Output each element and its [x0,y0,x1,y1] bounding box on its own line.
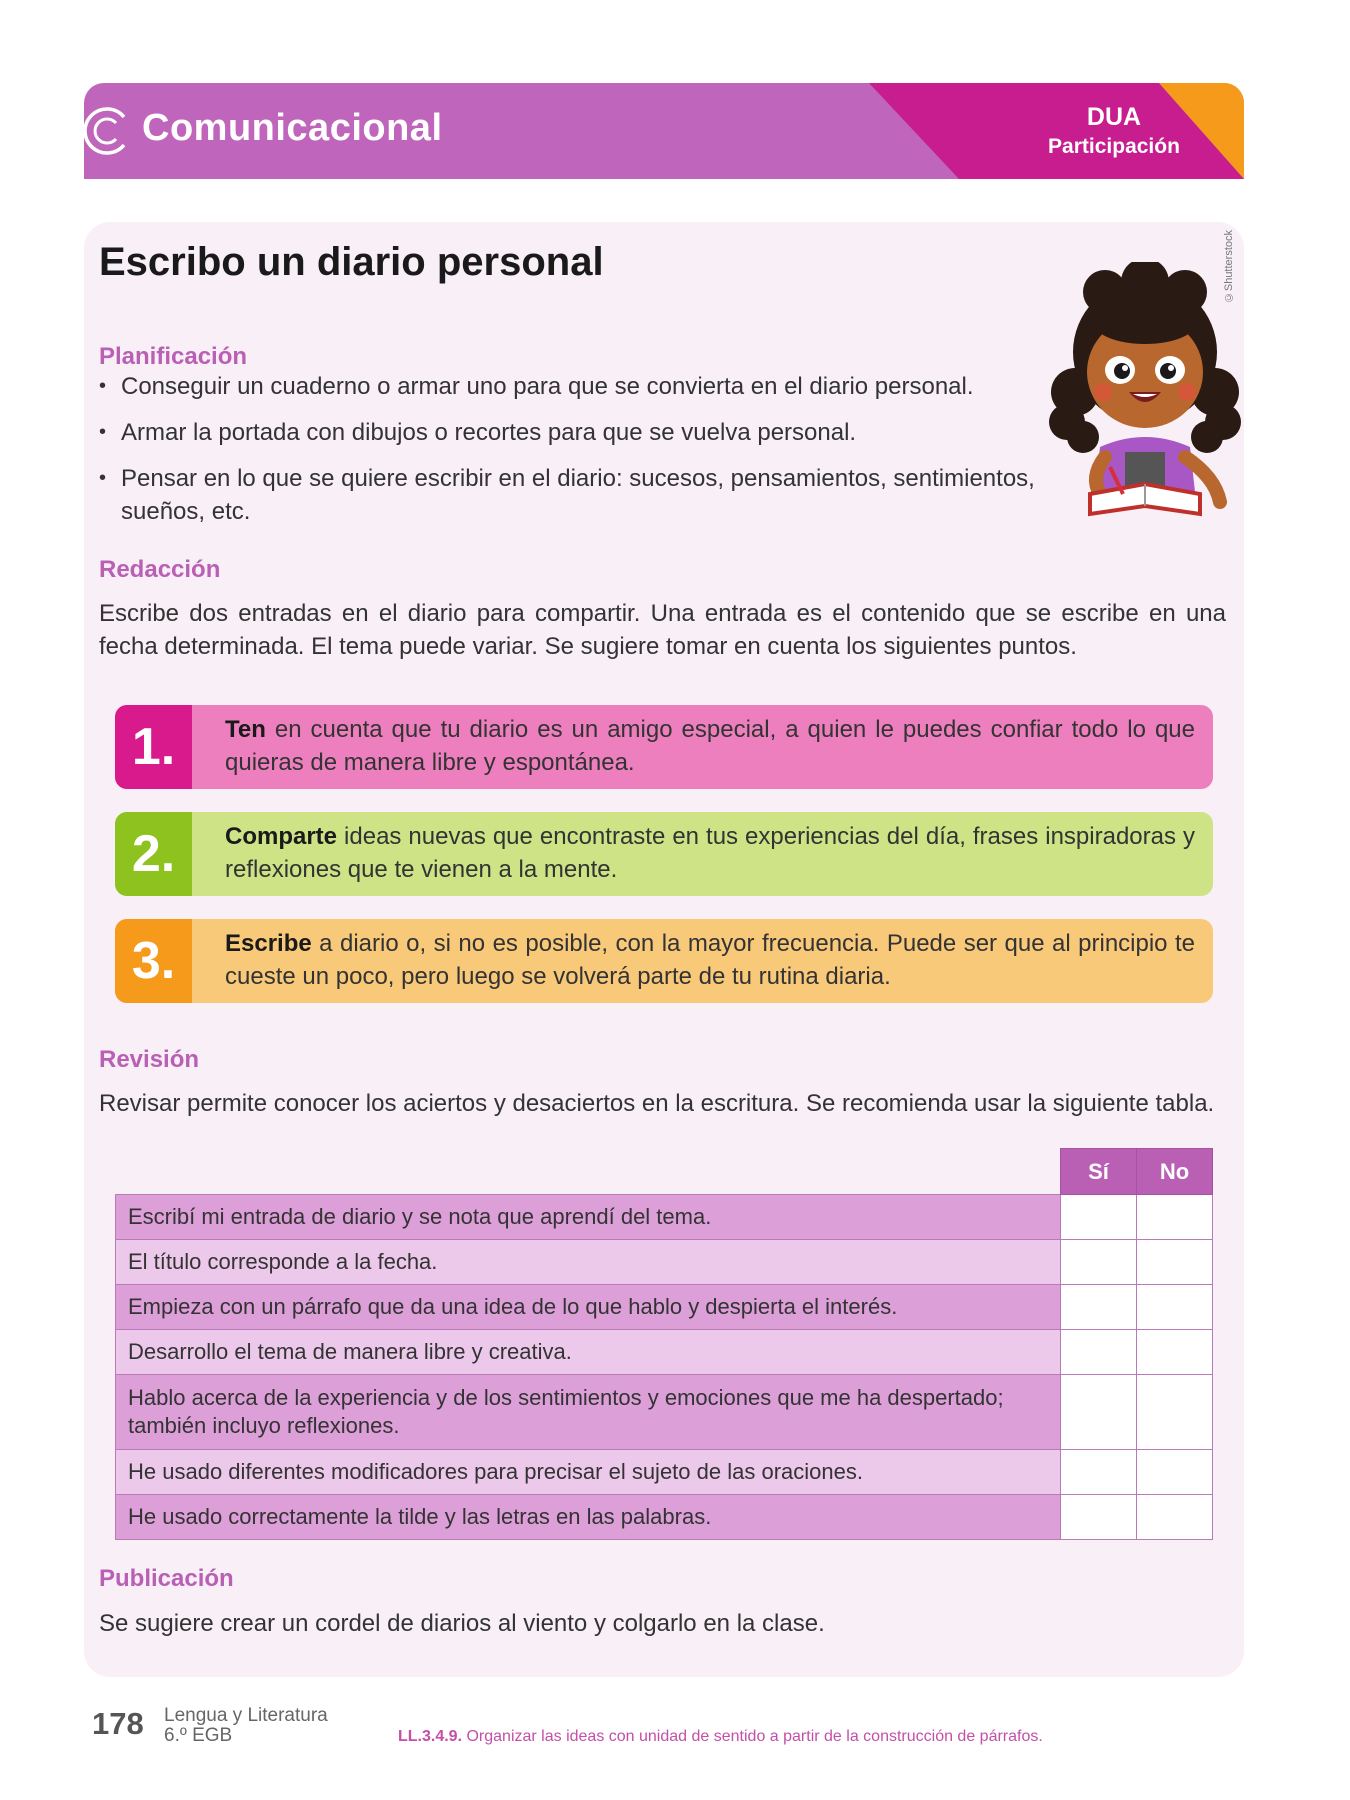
table-row [116,1240,1213,1285]
criterion-cell: El título corresponde a la fecha. [116,1240,1061,1285]
comunicacional-logo-icon [84,101,128,161]
check-cell-si[interactable] [1061,1195,1137,1240]
table-row [116,1495,1213,1540]
revision-intro: Revisar permite conocer los aciertos y desaciertos en la escritura. Se recomienda usar la siguiente tabla. [99,1090,1215,1117]
check-cell-si[interactable] [1061,1330,1137,1375]
criterion-cell: He usado correctamente la tilde y las letras en las palabras. [116,1495,1061,1540]
criterion-cell: Escribí mi entrada de diario y se nota que aprendí del tema. [116,1195,1061,1240]
list-item: • Pensar en lo que se quiere escribir en el diario: sucesos, pensamientos, sentimientos, sueños, etc. [99,462,1049,528]
step-number: 2. [115,812,192,896]
step-number: 3. [115,919,192,1003]
check-cell-si[interactable] [1061,1240,1137,1285]
grade-label: 6.º EGB [164,1725,233,1746]
check-cell-no[interactable] [1137,1330,1213,1375]
check-cell-no[interactable] [1137,1450,1213,1495]
dua-sublabel: Participación [1048,135,1180,158]
step-body: ideas nuevas que encontraste en tus experiencias del día, frases inspiradoras y reflexiones que te vienen a la mente. [225,823,1195,883]
table-row [116,1375,1213,1450]
planning-list [99,370,1049,541]
table-header-blank [116,1149,1061,1195]
criterion-cell: Empieza con un párrafo que da una idea de lo que hablo y despierta el interés. [116,1285,1061,1330]
check-cell-no[interactable] [1137,1375,1213,1450]
skill-code: LL.3.4.9. [398,1728,463,1745]
list-item: • Conseguir un cuaderno o armar uno para que se convierta en el diario personal. [99,370,1049,403]
book-info [164,1706,328,1746]
check-cell-si[interactable] [1061,1285,1137,1330]
step-text [225,927,1195,993]
step-text [225,820,1195,886]
check-cell-no[interactable] [1137,1240,1213,1285]
revision-table [115,1148,1213,1540]
table-header-row [116,1149,1213,1195]
section-banner [84,83,1244,179]
step-3 [115,919,1213,1003]
list-item: • Armar la portada con dibujos o recortes para que se vuelva personal. [99,416,1049,449]
criterion-cell: Desarrollo el tema de manera libre y creativa. [116,1330,1061,1375]
page-title: Escribo un diario personal [99,240,604,284]
check-cell-si[interactable] [1061,1495,1137,1540]
step-1 [115,705,1213,789]
criterion-cell: He usado diferentes modificadores para precisar el sujeto de las oraciones. [116,1450,1061,1495]
skill-reference [398,1728,1043,1746]
publication-text: Se sugiere crear un cordel de diarios al viento y colgarlo en la clase. [99,1610,825,1637]
check-cell-no[interactable] [1137,1195,1213,1240]
step-keyword: Escribe [225,930,312,957]
check-cell-si[interactable] [1061,1450,1137,1495]
table-row [116,1450,1213,1495]
area-title: Comunicacional [142,107,443,149]
dua-label: DUA [1086,103,1142,131]
criterion-cell: Hablo acerca de la experiencia y de los sentimientos y emociones que me ha despertado; también incluyo reflexiones. [116,1375,1061,1450]
step-keyword: Ten [225,716,266,743]
check-cell-no[interactable] [1137,1495,1213,1540]
subject-label: Lengua y Literatura [164,1705,328,1726]
step-body: a diario o, si no es posible, con la mayor frecuencia. Puede ser que al principio te cueste un poco, pero luego se volverá parte de tu rutina diaria. [225,930,1195,990]
section-heading-publicacion: Publicación [99,1565,234,1592]
step-text [225,713,1195,779]
step-body: en cuenta que tu diario es un amigo especial, a quien le puedes confiar todo lo que quieras de manera libre y espontánea. [225,716,1195,776]
step-number: 1. [115,705,192,789]
section-heading-redaccion: Redacción [99,556,221,583]
check-cell-si[interactable] [1061,1375,1137,1450]
table-row [116,1195,1213,1240]
section-heading-revision: Revisión [99,1046,200,1073]
table-row [116,1285,1213,1330]
check-cell-no[interactable] [1137,1285,1213,1330]
column-header-no: No [1137,1149,1213,1195]
step-2 [115,812,1213,896]
writing-intro: Escribe dos entradas en el diario para compartir. Una entrada es el contenido que se escribe en una fecha determinada. El tema puede variar. Se sugiere tomar en cuenta los siguientes puntos. [99,600,1226,660]
image-credit: ©Shutterstock [1223,230,1235,304]
step-keyword: Comparte [225,823,338,850]
section-heading-planificacion: Planificación [99,343,248,370]
skill-text: Organizar las ideas con unidad de sentido a partir de la construcción de párrafos. [462,1728,1043,1745]
page-number: 178 [92,1706,144,1741]
table-row [116,1330,1213,1375]
column-header-si: Sí [1061,1149,1137,1195]
girl-writing-illustration [1045,262,1245,532]
